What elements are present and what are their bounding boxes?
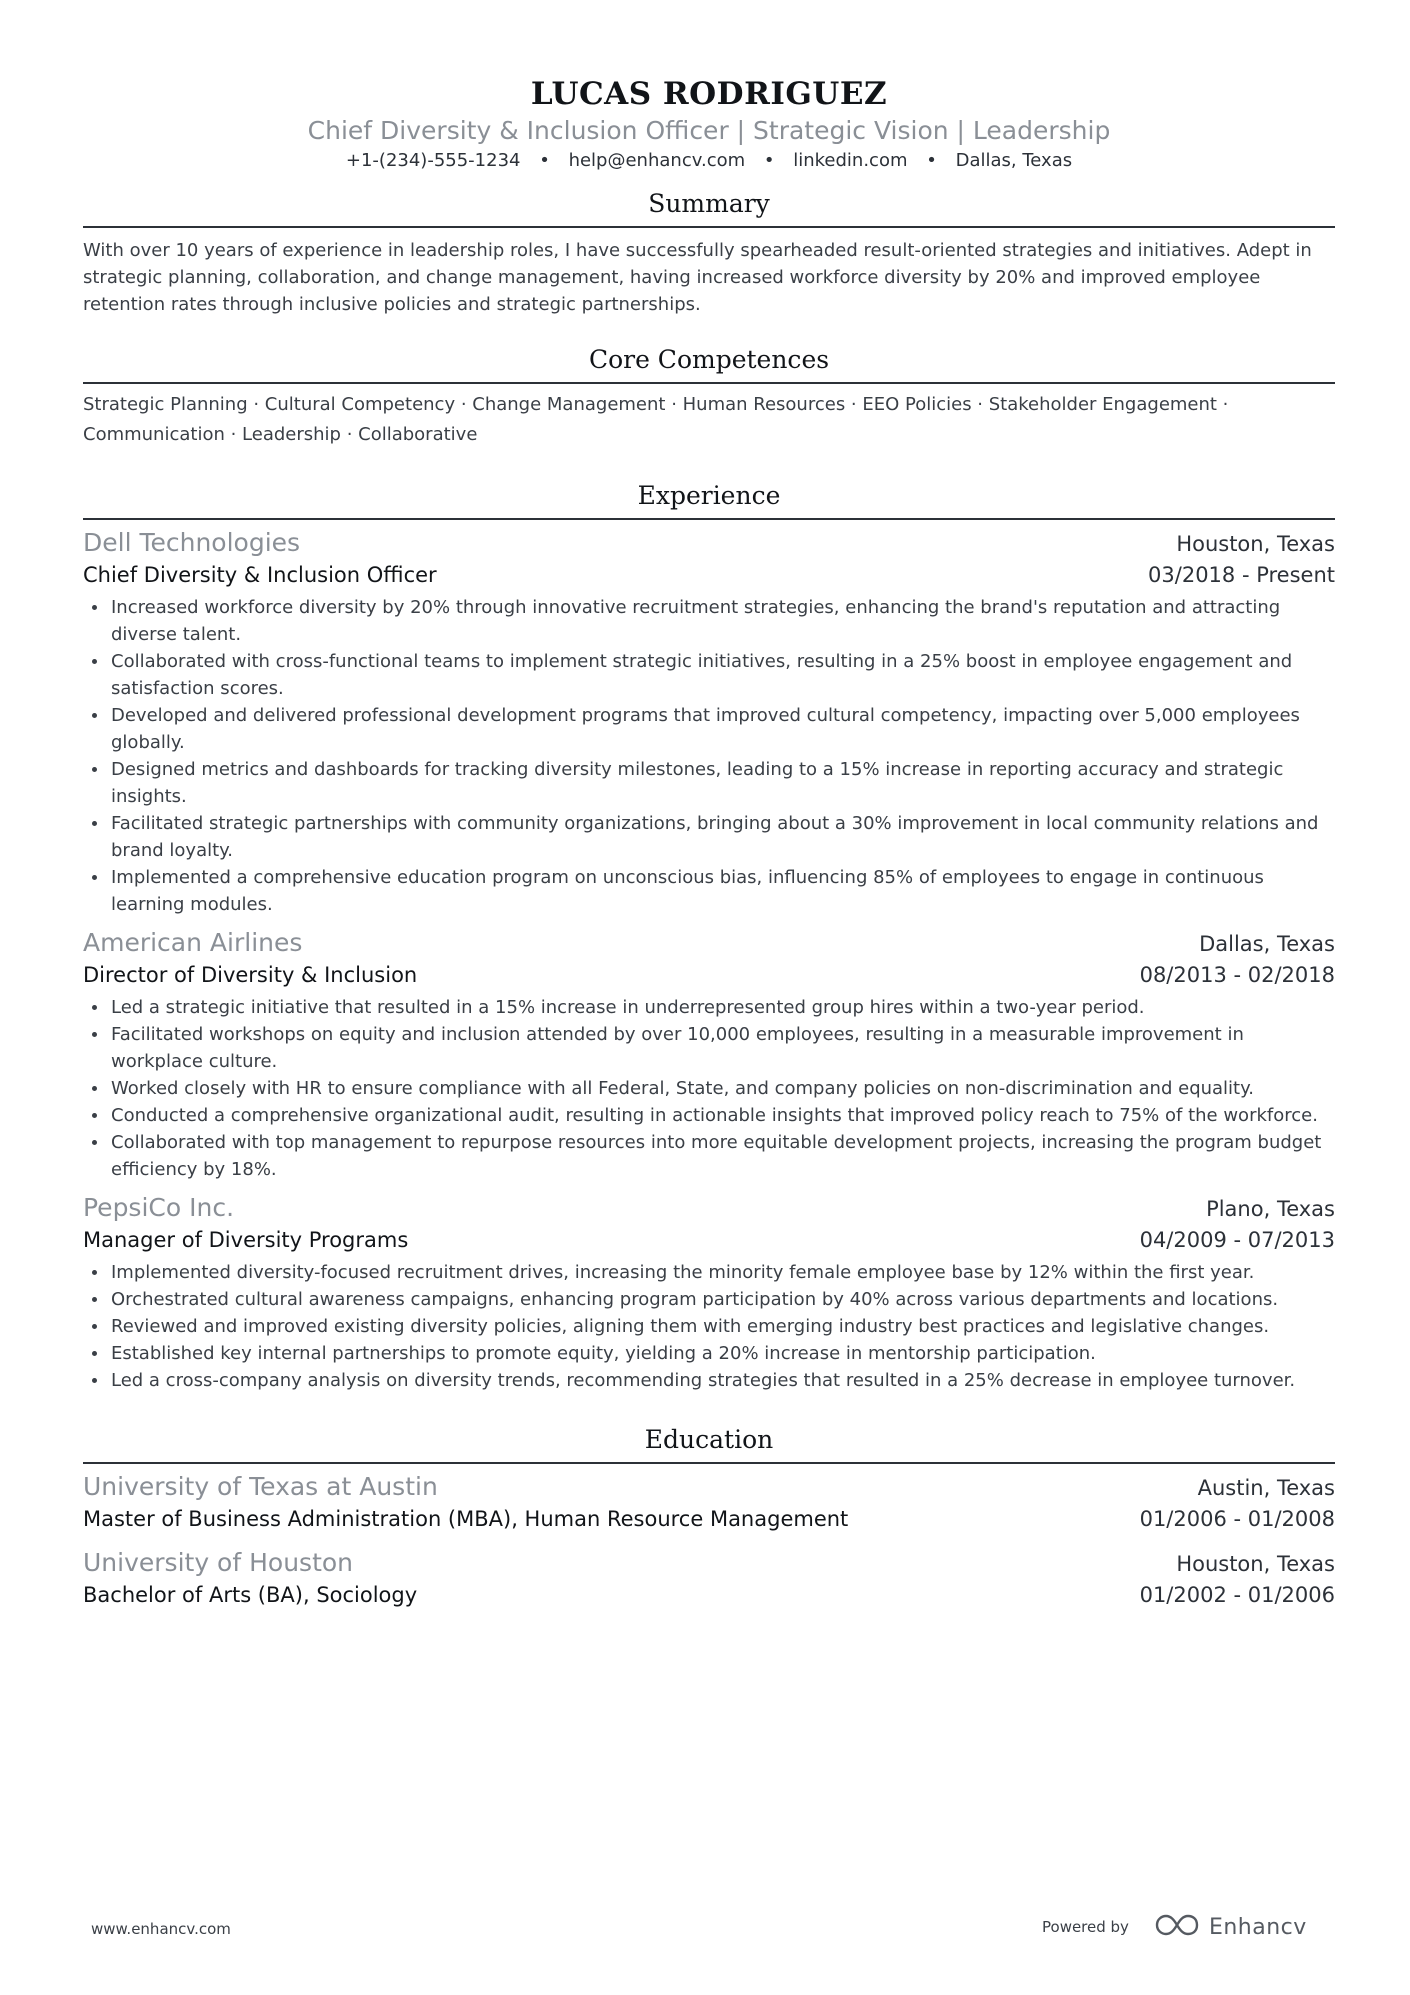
- candidate-title: Chief Diversity & Inclusion Officer | Strategic Vision | Leadership: [307, 116, 1111, 145]
- list-item: Facilitated strategic partnerships with community organizations, bringing about a 30% improvement in local community relations and brand loyalty.: [83, 810, 1335, 864]
- education-dates: 01/2002 - 01/2006: [1139, 1583, 1335, 1607]
- footer-website[interactable]: www.enhancv.com: [91, 1920, 231, 1938]
- section-title: Experience: [637, 481, 781, 510]
- education-header: [83, 1470, 1335, 1504]
- phone-number: +1-(234)-555-1234: [345, 150, 521, 171]
- section-title: Education: [644, 1425, 774, 1454]
- competences-section: [83, 342, 1335, 450]
- education-subheader: [83, 1580, 1335, 1610]
- resume-header: [83, 74, 1335, 174]
- job-entry: [83, 526, 1335, 918]
- company-name: American Airlines: [83, 928, 303, 957]
- education-header: [83, 1546, 1335, 1580]
- job-subheader: [83, 560, 1335, 590]
- list-item: Developed and delivered professional development programs that improved cultural competency, impacting over 5,000 employees globally.: [83, 702, 1335, 756]
- linkedin-link: linkedin.com: [793, 150, 908, 171]
- experience-section: [83, 478, 1335, 1394]
- degree: Bachelor of Arts (BA), Sociology: [83, 1583, 418, 1607]
- competences-line: Communication · Leadership · Collaborative: [83, 424, 478, 445]
- list-item: Led a cross-company analysis on diversity trends, recommending strategies that resulted in a 25% decrease in employee turnover.: [83, 1367, 1335, 1394]
- job-location: Houston, Texas: [1176, 532, 1335, 556]
- brand-name: Enhancv: [1208, 1914, 1307, 1940]
- list-item: Collaborated with cross-functional teams to implement strategic initiatives, resulting in a 25% boost in employee engagement and satisfaction scores.: [83, 648, 1335, 702]
- section-divider: [83, 518, 1335, 520]
- school-name: University of Texas at Austin: [83, 1472, 438, 1501]
- candidate-name: LUCAS RODRIGUEZ: [530, 76, 888, 112]
- section-title: Summary: [648, 189, 770, 218]
- job-location: Dallas, Texas: [1199, 932, 1335, 956]
- job-location: Plano, Texas: [1206, 1197, 1335, 1221]
- section-divider: [83, 382, 1335, 384]
- section-divider: [83, 226, 1335, 228]
- list-item: Implemented a comprehensive education program on unconscious bias, influencing 85% of employees to engage in continuous learning modules.: [83, 864, 1335, 918]
- job-dates: 04/2009 - 07/2013: [1139, 1228, 1335, 1252]
- company-name: Dell Technologies: [83, 528, 301, 557]
- job-bullets: [83, 594, 1335, 918]
- company-name: PepsiCo Inc.: [83, 1193, 235, 1222]
- education-section: [83, 1422, 1335, 1610]
- competences-list: [83, 390, 1335, 450]
- job-header: [83, 526, 1335, 560]
- job-header: [83, 926, 1335, 960]
- competences-line: Strategic Planning · Cultural Competency · Change Management · Human Resources · EEO Policies · Stakeholder Engagement ·: [83, 394, 1229, 415]
- resume-page: [83, 0, 1335, 1610]
- list-item: Established key internal partnerships to promote equity, yielding a 20% increase in mentorship participation.: [83, 1340, 1335, 1367]
- summary-text: With over 10 years of experience in leadership roles, I have successfully spearheaded result-oriented strategies and initiatives. Adept in strategic planning, collaboration, and change management, having increased workforce diversity by 20% and improved employee retention rates through inclusive policies and strategic partnerships.: [83, 240, 1312, 315]
- list-item: Orchestrated cultural awareness campaigns, enhancing program participation by 40% across various departments and locations.: [83, 1286, 1335, 1313]
- list-item: Led a strategic initiative that resulted in a 15% increase in underrepresented group hires within a two-year period.: [83, 994, 1335, 1021]
- contact-separator: •: [763, 150, 775, 171]
- education-dates: 01/2006 - 01/2008: [1139, 1507, 1335, 1531]
- school-location: Austin, Texas: [1197, 1476, 1335, 1500]
- list-item: Implemented diversity-focused recruitment drives, increasing the minority female employee base by 12% within the first year.: [83, 1259, 1335, 1286]
- degree: Master of Business Administration (MBA), Human Resource Management: [83, 1507, 849, 1531]
- education-subheader: [83, 1504, 1335, 1534]
- job-dates: 08/2013 - 02/2018: [1139, 963, 1335, 987]
- job-bullets: [83, 994, 1335, 1183]
- job-subheader: [83, 1225, 1335, 1255]
- list-item: Increased workforce diversity by 20% through innovative recruitment strategies, enhancing the brand's reputation and attracting diverse talent.: [83, 594, 1335, 648]
- list-item: Facilitated workshops on equity and inclusion attended by over 10,000 employees, resulting in a measurable improvement in workplace culture.: [83, 1021, 1335, 1075]
- summary-section: [83, 186, 1335, 318]
- footer-branding: [1042, 1912, 1307, 1942]
- list-item: Reviewed and improved existing diversity policies, aligning them with emerging industry best practices and legislative changes.: [83, 1313, 1335, 1340]
- home-location: Dallas, Texas: [955, 150, 1073, 171]
- school-name: University of Houston: [83, 1548, 354, 1577]
- job-title: Chief Diversity & Inclusion Officer: [83, 563, 437, 587]
- enhancv-logo-icon: [1153, 1912, 1201, 1942]
- job-bullets: [83, 1259, 1335, 1394]
- powered-by-label: Powered by: [1042, 1918, 1129, 1936]
- job-subheader: [83, 960, 1335, 990]
- section-divider: [83, 1462, 1335, 1464]
- job-entry: [83, 926, 1335, 1183]
- contact-line: [83, 148, 1335, 174]
- job-title: Manager of Diversity Programs: [83, 1228, 409, 1252]
- contact-separator: •: [539, 150, 550, 171]
- list-item: Collaborated with top management to repurpose resources into more equitable development projects, increasing the program budget efficiency by 18%.: [83, 1129, 1335, 1183]
- education-entry: [83, 1546, 1335, 1610]
- education-entry: [83, 1470, 1335, 1534]
- job-header: [83, 1191, 1335, 1225]
- section-title: Core Competences: [588, 345, 830, 374]
- job-dates: 03/2018 - Present: [1148, 563, 1335, 587]
- list-item: Designed metrics and dashboards for tracking diversity milestones, leading to a 15% increase in reporting accuracy and strategic insights.: [83, 756, 1335, 810]
- job-entry: [83, 1191, 1335, 1394]
- list-item: Conducted a comprehensive organizational audit, resulting in actionable insights that improved policy reach to 75% of the workforce.: [83, 1102, 1335, 1129]
- contact-separator: •: [926, 150, 937, 171]
- job-title: Director of Diversity & Inclusion: [83, 963, 418, 987]
- school-location: Houston, Texas: [1176, 1552, 1335, 1576]
- list-item: Worked closely with HR to ensure compliance with all Federal, State, and company policies on non-discrimination and equality.: [83, 1075, 1335, 1102]
- email-address: help@enhancv.com: [568, 150, 746, 171]
